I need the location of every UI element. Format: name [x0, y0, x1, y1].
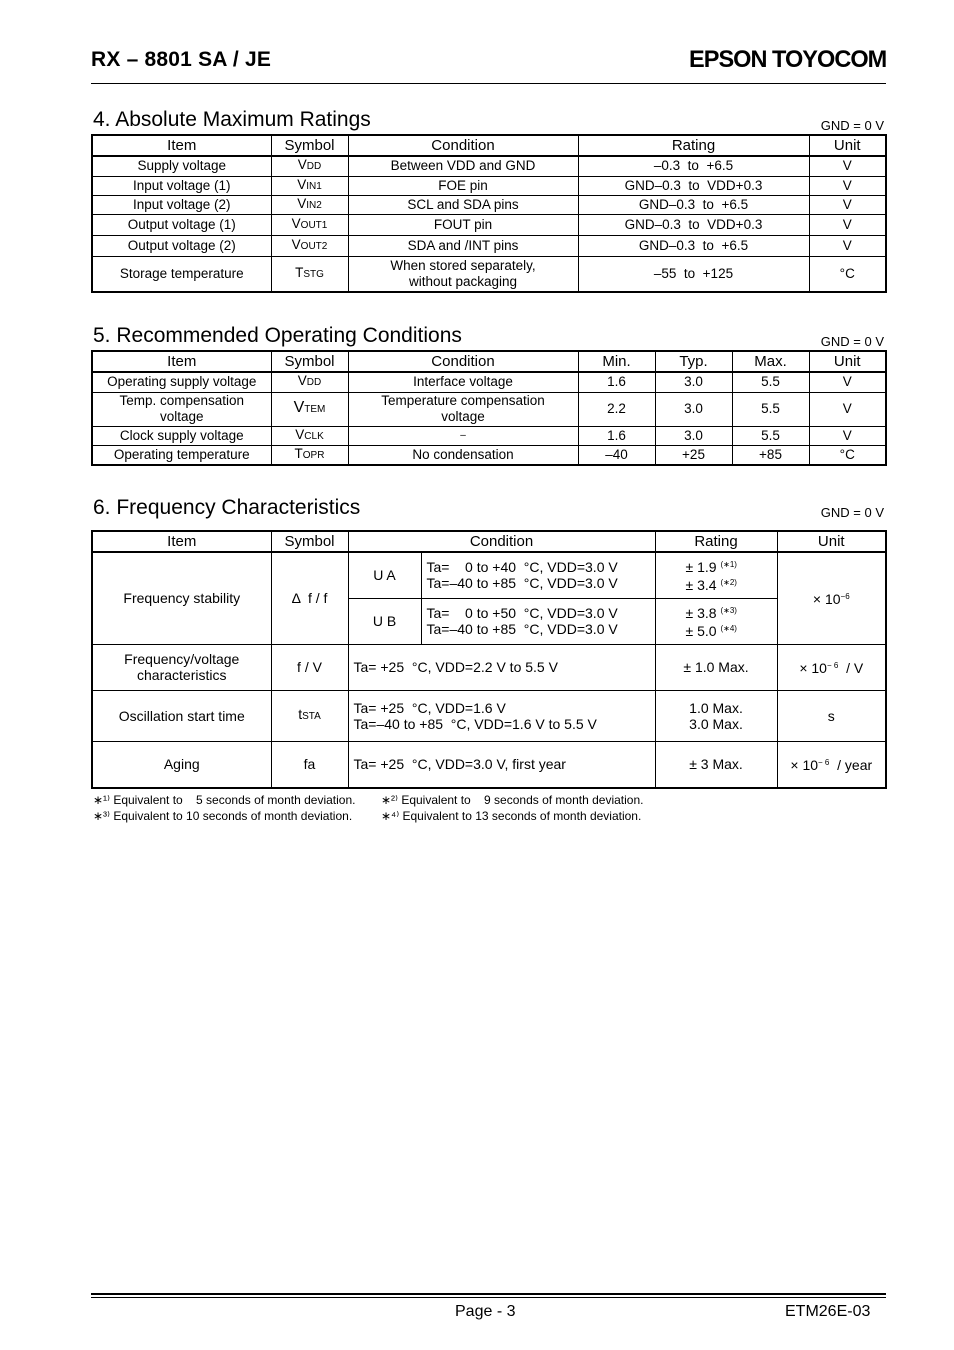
cell-max: 5.5: [732, 426, 809, 445]
cell-item: Input voltage (1): [92, 176, 271, 195]
col-header: Rating: [655, 531, 777, 552]
cell-min: –40: [578, 445, 655, 465]
cell-symbol: [271, 392, 348, 426]
symbol-sub: CLK: [304, 430, 324, 442]
table-row: [92, 235, 886, 256]
footnote-ref: (∗2): [720, 578, 737, 588]
table-header-row: [92, 351, 886, 372]
footnote-ref: (∗4): [720, 624, 737, 633]
table-row: [92, 176, 886, 195]
cell-typ: +25: [655, 445, 732, 465]
symbol-main: V: [297, 195, 307, 211]
cell-symbol: [271, 372, 348, 392]
cell-grade: U A: [348, 552, 421, 598]
cell-unit: V: [809, 426, 886, 445]
table-row: [92, 741, 886, 788]
abs-max-table: [91, 134, 887, 293]
cell-unit: °C: [809, 445, 886, 465]
col-header: Symbol: [271, 531, 348, 552]
rec-op-table: [91, 350, 887, 466]
rating-value: ± 5.0: [685, 623, 717, 639]
condition-line: Ta= 0 to +40 °C, VDD=3.0 V: [426, 559, 618, 576]
cell-item: Input voltage (2): [92, 195, 271, 214]
cell-unit: V: [809, 176, 886, 195]
col-header: Unit: [809, 135, 886, 156]
rating-value: ± 3.4: [685, 577, 717, 594]
cell-grade: U B: [348, 598, 421, 644]
cell-max: 5.5: [732, 372, 809, 392]
rating-line: 3.0 Max.: [689, 715, 743, 732]
cell-item: Operating temperature: [92, 445, 271, 465]
rating-line: [686, 603, 775, 621]
unit-base: × 10: [799, 660, 827, 676]
footnote-3: ∗³⁾ Equivalent to 10 seconds of month deviation.: [93, 809, 353, 823]
cell-unit: s: [777, 690, 886, 741]
cell-min: 2.2: [578, 392, 655, 426]
table-row: [92, 552, 886, 598]
cell-unit: [777, 644, 886, 690]
cell-symbol: [271, 176, 348, 195]
cell-min: 1.6: [578, 426, 655, 445]
symbol-main: V: [291, 236, 301, 252]
cell-rating: GND–0.3 to +6.5: [578, 235, 809, 256]
table-header-row: [92, 135, 886, 156]
symbol-main: V: [295, 426, 305, 442]
cell-unit: [777, 741, 886, 788]
cell-unit: [777, 552, 886, 644]
col-header: Rating: [578, 135, 809, 156]
symbol-main: V: [293, 399, 305, 416]
col-header: Unit: [809, 351, 886, 372]
cell-item: Output voltage (2): [92, 235, 271, 256]
symbol-main: t: [298, 706, 303, 722]
cell-condition: SDA and /INT pins: [348, 235, 578, 256]
footnote-ref: (∗1): [720, 560, 737, 570]
rating-value: ± 3.8: [685, 605, 717, 621]
cell-symbol: f / V: [271, 644, 348, 690]
brand-logo: EPSON TOYOCOM: [688, 46, 886, 73]
footnote-ref: (∗3): [720, 606, 737, 615]
symbol-sub: STG: [303, 268, 324, 280]
cell-rating: –0.3 to +6.5: [578, 156, 809, 176]
rating-value: ± 1.9: [685, 559, 717, 576]
cell-unit: V: [809, 195, 886, 214]
condition-line: Ta=–40 to +85 °C, VDD=3.0 V: [426, 575, 618, 592]
cell-symbol: [271, 214, 348, 235]
table-row: [92, 392, 886, 426]
cell-condition: Ta= +25 °C, VDD=3.0 V, first year: [348, 741, 655, 788]
header-rule: [91, 83, 886, 84]
section-title-freq: 6. Frequency Characteristics: [93, 496, 361, 519]
cell-max: 5.5: [732, 392, 809, 426]
col-header: Min.: [578, 351, 655, 372]
table-row: [92, 690, 886, 741]
cell-rating: [655, 552, 777, 598]
gnd-note-freq: GND = 0 V: [820, 505, 884, 520]
cell-max: +85: [732, 445, 809, 465]
symbol-sub: OPR: [302, 449, 325, 461]
cell-condition: –: [348, 426, 578, 445]
cell-item: Oscillation start time: [92, 690, 271, 741]
document-title: RX – 8801 SA / JE: [91, 48, 272, 71]
table-row: [92, 372, 886, 392]
cell-item: Frequency stability: [92, 552, 271, 644]
rating-line: 1.0 Max.: [689, 699, 743, 716]
cell-rating: ± 3 Max.: [655, 741, 777, 788]
col-header: Symbol: [271, 351, 348, 372]
table-row: [92, 214, 886, 235]
table-row: [92, 426, 886, 445]
section-title-rec: 5. Recommended Operating Conditions: [93, 324, 462, 347]
unit-exp: −6: [840, 592, 850, 602]
rating-line: [686, 557, 775, 575]
cell-rating: –55 to +125: [578, 256, 809, 292]
cell-condition: Temperature compensation voltage: [348, 392, 578, 426]
symbol-main: V: [291, 215, 301, 231]
unit-exp: − 6: [818, 758, 830, 768]
cell-rating: ± 1.0 Max.: [655, 644, 777, 690]
cell-item: Storage temperature: [92, 256, 271, 292]
unit-base: × 10: [790, 757, 819, 774]
symbol-sub: DD: [306, 161, 322, 173]
cell-typ: 3.0: [655, 426, 732, 445]
cell-symbol: [271, 156, 348, 176]
footnote-2: ∗²⁾ Equivalent to 9 seconds of month deviation.: [381, 793, 644, 807]
table-row: [92, 256, 886, 292]
cell-symbol: [271, 256, 348, 292]
rating-line: [686, 621, 775, 639]
condition-line: Ta= 0 to +50 °C, VDD=3.0 V: [426, 605, 618, 621]
cell-item: Temp. compensation voltage: [92, 392, 271, 426]
cell-condition: When stored separately, without packaging: [348, 256, 578, 292]
cell-item: Frequency/voltage characteristics: [92, 644, 271, 690]
cell-typ: 3.0: [655, 372, 732, 392]
cell-condition: [421, 598, 655, 644]
symbol-main: T: [295, 264, 304, 280]
cell-condition: FOE pin: [348, 176, 578, 195]
cell-condition: [348, 690, 655, 741]
cell-condition: SCL and SDA pins: [348, 195, 578, 214]
cell-symbol: [271, 445, 348, 465]
table-row: [92, 644, 886, 690]
document-id: ETM26E-03: [785, 1303, 871, 1320]
symbol-sub: IN1: [306, 180, 322, 192]
cell-unit: V: [809, 214, 886, 235]
gnd-note-abs: GND = 0 V: [820, 118, 884, 133]
col-header: Item: [92, 531, 271, 552]
unit-tail: / year: [829, 757, 873, 774]
rating-line: [686, 575, 775, 593]
cell-min: 1.6: [578, 372, 655, 392]
cell-typ: 3.0: [655, 392, 732, 426]
cell-rating: GND–0.3 to VDD+0.3: [578, 176, 809, 195]
gnd-note-rec: GND = 0 V: [820, 334, 884, 349]
cell-item: Operating supply voltage: [92, 372, 271, 392]
col-header: Symbol: [271, 135, 348, 156]
unit-exp: − 6: [826, 661, 839, 670]
cell-unit: V: [809, 372, 886, 392]
symbol-main: T: [294, 445, 303, 461]
col-header: Item: [92, 351, 271, 372]
cell-symbol: fa: [271, 741, 348, 788]
condition-line: Ta=–40 to +85 °C, VDD=3.0 V: [426, 621, 618, 637]
cell-item: Clock supply voltage: [92, 426, 271, 445]
cell-unit: °C: [809, 256, 886, 292]
table-row: [92, 195, 886, 214]
col-header: Unit: [777, 531, 886, 552]
table-row: [92, 156, 886, 176]
freq-table: [91, 530, 887, 789]
condition-line: Ta=–40 to +85 °C, VDD=1.6 V to 5.5 V: [353, 715, 597, 732]
cell-symbol: [271, 195, 348, 214]
cell-unit: V: [809, 392, 886, 426]
cell-symbol: [271, 235, 348, 256]
cell-condition: FOUT pin: [348, 214, 578, 235]
page-number: Page - 3: [455, 1303, 516, 1320]
cell-rating: GND–0.3 to +6.5: [578, 195, 809, 214]
col-header: Typ.: [655, 351, 732, 372]
cell-symbol: [271, 426, 348, 445]
unit-base: × 10: [812, 591, 841, 608]
cell-condition: [421, 552, 655, 598]
cell-symbol: Δ f / f: [271, 552, 348, 644]
footer-rule: [91, 1293, 886, 1295]
symbol-sub: OUT2: [300, 240, 328, 252]
cell-condition: Interface voltage: [348, 372, 578, 392]
unit-tail: / V: [838, 660, 864, 676]
footnote-4: ∗⁴⁾ Equivalent to 13 seconds of month deviation.: [381, 809, 642, 823]
cell-rating: [655, 598, 777, 644]
cell-item: Aging: [92, 741, 271, 788]
symbol-sub: DD: [306, 377, 322, 389]
symbol-sub: IN2: [306, 199, 322, 211]
symbol-main: V: [297, 176, 307, 192]
cell-condition: Between VDD and GND: [348, 156, 578, 176]
cell-rating: GND–0.3 to VDD+0.3: [578, 214, 809, 235]
col-header: Max.: [732, 351, 809, 372]
col-header: Item: [92, 135, 271, 156]
cell-symbol: [271, 690, 348, 741]
symbol-sub: TEM: [304, 404, 326, 415]
symbol-sub: OUT1: [300, 219, 328, 231]
symbol-sub: STA: [302, 711, 321, 722]
col-header: Condition: [348, 135, 578, 156]
table-row: [92, 445, 886, 465]
cell-condition: No condensation: [348, 445, 578, 465]
cell-rating: [655, 690, 777, 741]
symbol-main: V: [297, 373, 307, 389]
col-header: Condition: [348, 531, 655, 552]
col-header: Condition: [348, 351, 578, 372]
section-title-abs: 4. Absolute Maximum Ratings: [93, 108, 371, 131]
cell-unit: V: [809, 156, 886, 176]
table-header-row: [92, 531, 886, 552]
condition-line: Ta= +25 °C, VDD=1.6 V: [353, 699, 506, 716]
footnote-1: ∗¹⁾ Equivalent to 5 seconds of month deviation.: [93, 793, 356, 807]
cell-item: Output voltage (1): [92, 214, 271, 235]
cell-unit: V: [809, 235, 886, 256]
cell-condition: Ta= +25 °C, VDD=2.2 V to 5.5 V: [348, 644, 655, 690]
symbol-main: V: [297, 157, 307, 173]
cell-item: Supply voltage: [92, 156, 271, 176]
footer-rule: [91, 1297, 886, 1298]
